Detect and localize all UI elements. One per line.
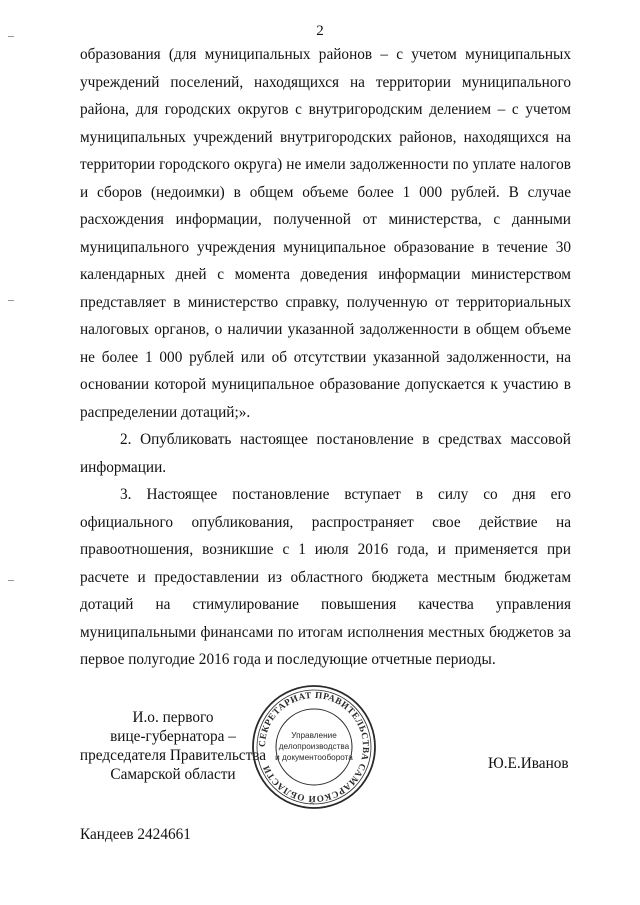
signatory-title-line: И.о. первого xyxy=(132,709,214,726)
stamp-ring-text: СЕКРЕТАРИАТ ПРАВИТЕЛЬСТВА САМАРСКОЙ ОБЛАСТИ xyxy=(256,689,372,805)
official-stamp xyxy=(250,683,378,811)
document-body xyxy=(80,41,571,674)
page-number: 2 xyxy=(316,23,324,39)
text-line: и сборов (недоимки) в общем объеме более 1 000 рублей. В случае xyxy=(80,183,571,201)
margin-mark xyxy=(8,580,14,581)
text-line: календарных дней с момента доведения информации министерством xyxy=(80,266,571,283)
text-line: правоотношения, возникшие с 1 июля 2016 года, и применяется при xyxy=(80,541,571,558)
margin-mark xyxy=(8,300,14,301)
signer-name: Ю.Е.Иванов xyxy=(488,755,569,772)
paragraph-3 xyxy=(80,481,571,674)
paragraph-1 xyxy=(80,41,571,426)
text-line: муниципальных учреждений внутригородских районов, находящихся на xyxy=(80,128,571,146)
text-line: налоговых органов, о наличии указанной задолженности в общем объеме xyxy=(80,321,571,338)
text-line: представляет в министерство справку, полученную от территориальных xyxy=(80,293,571,311)
stamp-center-text: Управление xyxy=(291,731,337,740)
text-line: образования (для муниципальных районов – с учетом муниципальных xyxy=(80,46,571,63)
text-line: 2. Опубликовать настоящее постановление в средствах массовой xyxy=(120,431,571,448)
text-line: 3. Настоящее постановление вступает в силу со дня его xyxy=(120,486,571,503)
signatory-title xyxy=(78,708,268,784)
text-line: муниципальными финансами по итогам исполнения местных бюджетов за xyxy=(80,623,571,641)
text-line: основании которой муниципальное образование допускается к участию в xyxy=(80,376,571,393)
text-line: муниципального учреждения муниципальное образование в течение 30 xyxy=(80,238,571,256)
signatory-title-line: вице-губернатора – xyxy=(110,728,236,745)
text-line: информации. xyxy=(80,458,167,476)
signatory-title-line: председателя Правительства xyxy=(79,747,267,764)
stamp-graphic xyxy=(250,683,378,811)
signatory-title-line: Самарской области xyxy=(110,766,236,783)
text-line: учреждений поселений, находящихся на территории муниципального xyxy=(80,73,571,91)
text-line: дотаций на стимулирование повышения качества управления xyxy=(80,596,571,613)
text-line: района, для городских округов с внутригородским делением – с учетом xyxy=(80,101,571,118)
executor-note: Кандеев 2424661 xyxy=(80,826,191,843)
text-line: расхождения информации, полученной от министерства, с данными xyxy=(80,211,571,228)
text-line: не более 1 000 рублей или об отсутствии указанной задолженности, на xyxy=(80,348,571,366)
stamp-center-text: и документооборота xyxy=(275,753,353,762)
text-line: расчете и предоставлении из областного бюджета местным бюджетам xyxy=(80,568,571,586)
text-line: первое полугодие 2016 года и последующие отчетные периоды. xyxy=(80,651,496,668)
text-line: официального опубликования, распространяет свое действие на xyxy=(80,513,571,531)
stamp-center-text: делопроизводства xyxy=(278,742,350,751)
paragraph-2 xyxy=(80,426,571,481)
text-line: территории городского округа) не имели задолженности по уплате налогов xyxy=(80,156,571,173)
text-line: распределении дотаций;». xyxy=(80,403,251,421)
